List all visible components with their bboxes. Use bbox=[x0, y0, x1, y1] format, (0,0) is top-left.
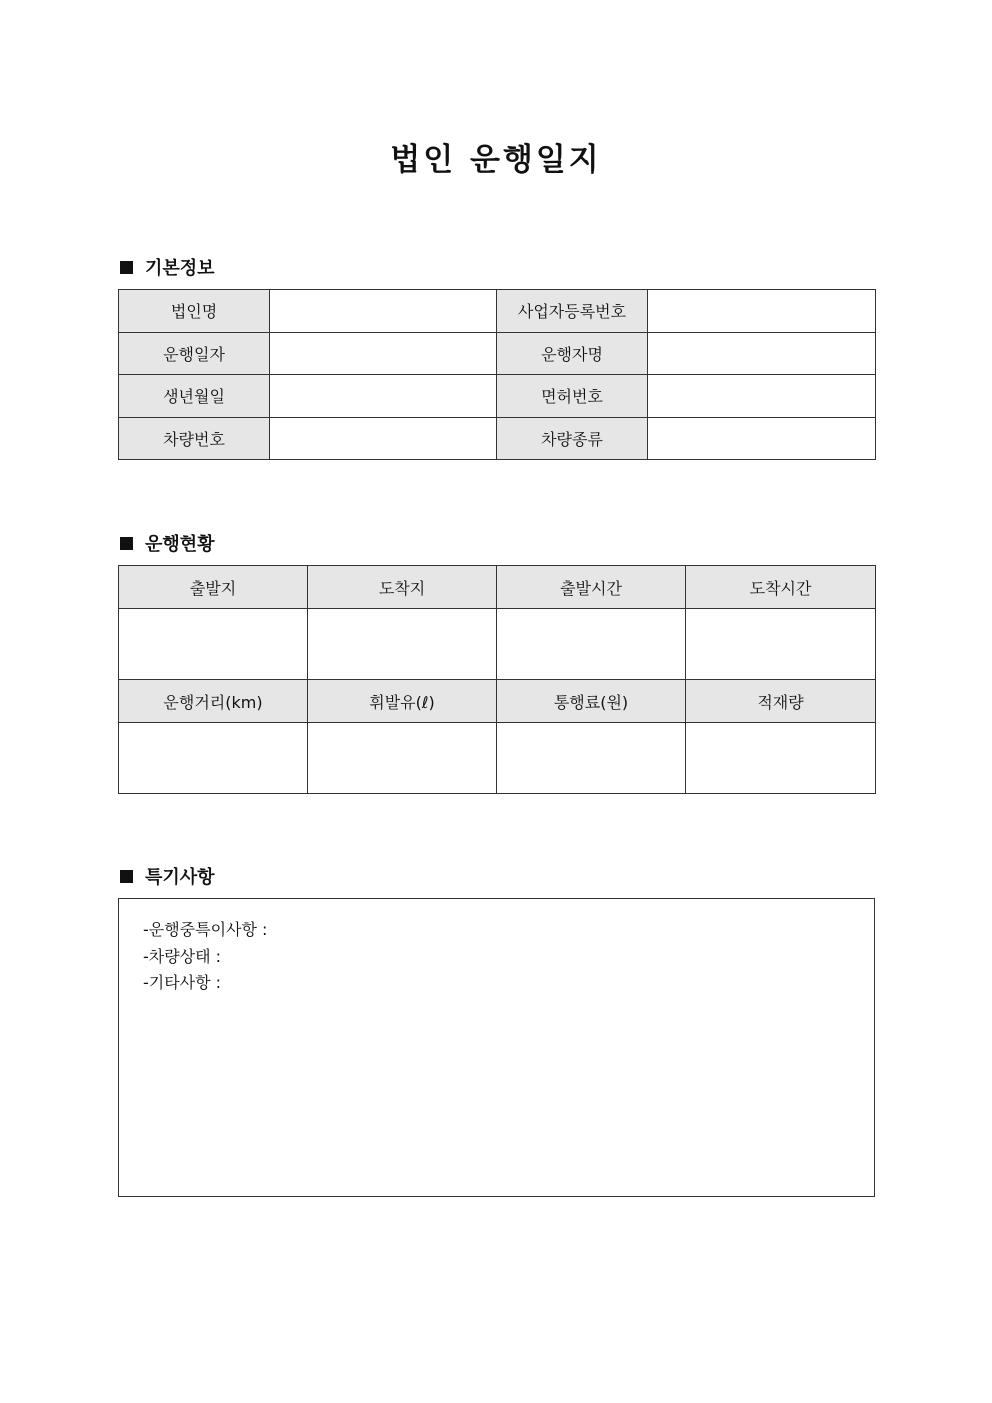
section-heading-basic bbox=[120, 254, 215, 280]
value-cell[interactable] bbox=[270, 332, 497, 375]
label-cell: 운행자명 bbox=[497, 332, 648, 375]
value-cell[interactable] bbox=[270, 290, 497, 333]
header-cell-fuel: 휘발유(ℓ) bbox=[308, 680, 497, 723]
section-heading-notes bbox=[120, 863, 215, 889]
label-cell: 생년월일 bbox=[119, 375, 270, 418]
header-cell-load: 적재량 bbox=[686, 680, 876, 723]
table-row bbox=[119, 417, 876, 460]
value-cell[interactable] bbox=[648, 332, 876, 375]
document-title: 법인 운행일지 bbox=[390, 142, 602, 178]
square-bullet-icon bbox=[120, 537, 133, 550]
note-line: -차량상태 : bbox=[143, 946, 222, 966]
label-cell: 법인명 bbox=[119, 290, 270, 333]
label-cell: 면허번호 bbox=[497, 375, 648, 418]
value-cell[interactable] bbox=[648, 375, 876, 418]
section-heading-label: 특기사항 bbox=[145, 867, 215, 888]
value-cell[interactable] bbox=[686, 609, 876, 680]
label-cell: 운행일자 bbox=[119, 332, 270, 375]
label-cell: 사업자등록번호 bbox=[497, 290, 648, 333]
basic-info-table bbox=[118, 289, 876, 460]
table-row bbox=[119, 723, 876, 794]
value-cell[interactable] bbox=[497, 609, 686, 680]
header-cell-arrival-time: 도착시간 bbox=[686, 566, 876, 609]
table-row bbox=[119, 290, 876, 333]
header-cell-departure: 출발지 bbox=[119, 566, 308, 609]
notes-box[interactable] bbox=[118, 898, 875, 1197]
value-cell[interactable] bbox=[497, 723, 686, 794]
driving-status-table bbox=[118, 565, 876, 794]
header-cell-departure-time: 출발시간 bbox=[497, 566, 686, 609]
table-header-row bbox=[119, 680, 876, 723]
note-line: -기타사항 : bbox=[143, 973, 222, 992]
square-bullet-icon bbox=[120, 870, 133, 883]
value-cell[interactable] bbox=[648, 290, 876, 333]
value-cell[interactable] bbox=[308, 609, 497, 680]
value-cell[interactable] bbox=[686, 723, 876, 794]
header-cell-destination: 도착지 bbox=[308, 566, 497, 609]
label-cell: 차량번호 bbox=[119, 417, 270, 460]
value-cell[interactable] bbox=[119, 723, 308, 794]
section-heading-label: 운행현황 bbox=[145, 534, 215, 555]
section-heading-label: 기본정보 bbox=[145, 258, 215, 279]
table-row bbox=[119, 332, 876, 375]
value-cell[interactable] bbox=[648, 417, 876, 460]
value-cell[interactable] bbox=[270, 417, 497, 460]
section-heading-status bbox=[120, 530, 215, 556]
square-bullet-icon bbox=[120, 261, 133, 274]
header-cell-distance: 운행거리(km) bbox=[119, 680, 308, 723]
table-header-row bbox=[119, 566, 876, 609]
label-cell: 차량종류 bbox=[497, 417, 648, 460]
value-cell[interactable] bbox=[308, 723, 497, 794]
value-cell[interactable] bbox=[270, 375, 497, 418]
note-line: -운행중특이사항 : bbox=[143, 920, 268, 939]
table-row bbox=[119, 609, 876, 680]
header-cell-toll: 통행료(원) bbox=[497, 680, 686, 723]
table-row bbox=[119, 375, 876, 418]
value-cell[interactable] bbox=[119, 609, 308, 680]
